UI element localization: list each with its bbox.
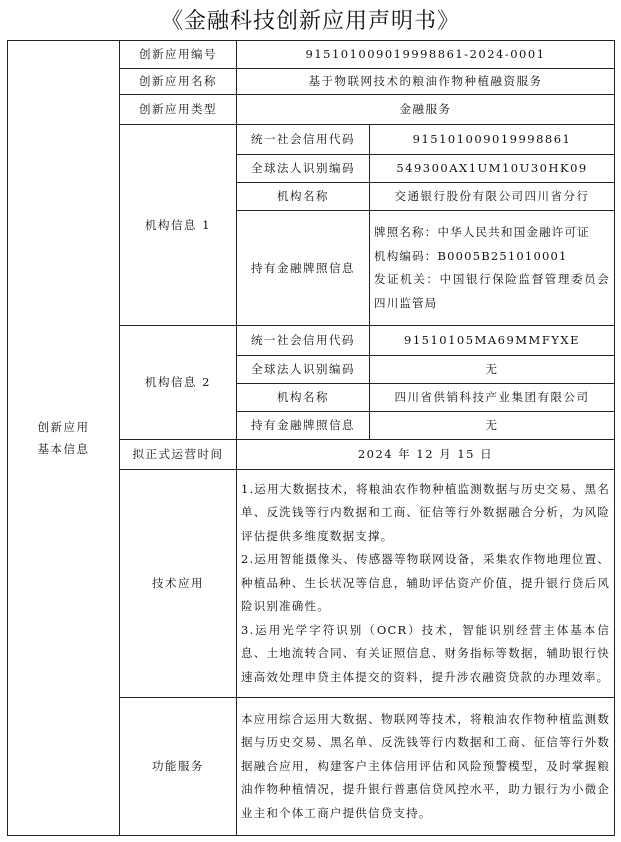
org2-license: 无 (370, 412, 615, 440)
section-label: 创新应用 基本信息 (8, 41, 120, 836)
app-type-label: 创新应用类型 (120, 95, 237, 125)
org1-credit-code-label: 统一社会信用代码 (237, 125, 370, 155)
app-no-label: 创新应用编号 (120, 41, 237, 69)
org1-label: 机构信息 1 (120, 125, 237, 326)
declaration-table (7, 40, 615, 836)
app-no-value: 915101009019998861-2024-0001 (237, 41, 615, 69)
service-label: 功能服务 (120, 698, 237, 836)
org2-credit-code: 91510105MA69MMFYXE (370, 326, 615, 356)
org1-lei-label: 全球法人识别编码 (237, 155, 370, 183)
org2-name-label: 机构名称 (237, 384, 370, 412)
tech-content (237, 470, 615, 698)
org2-credit-code-label: 统一社会信用代码 (237, 326, 370, 356)
tech-item: 1.运用大数据技术，将粮油农作物种植监测数据与历史交易、黑名单、反洗钱等行内数据和工商、征信等行外数据融合分析，为风险评估提供多维度数据支撑。 (241, 481, 611, 543)
org1-license-label: 持有金融牌照信息 (237, 211, 370, 326)
org1-license-line: 机构编码：B0005B251010001 (374, 248, 568, 263)
org2-label: 机构信息 2 (120, 326, 237, 440)
org1-name-label: 机构名称 (237, 183, 370, 211)
org1-license-line: 发证机关：中国银行保险监督管理委员会四川监管局 (374, 272, 611, 310)
org2-name: 四川省供销科技产业集团有限公司 (370, 384, 615, 412)
launch-label: 拟正式运营时间 (120, 440, 237, 470)
app-type-value: 金融服务 (237, 95, 615, 125)
org1-name: 交通银行股份有限公司四川省分行 (370, 183, 615, 211)
app-name-value: 基于物联网技术的粮油作物种植融资服务 (237, 69, 615, 95)
org1-license-line: 牌照名称：中华人民共和国金融许可证 (374, 225, 590, 239)
tech-item: 3.运用光学字符识别（OCR）技术，智能识别经营主体基本信息、土地流转合同、有关证照信息、财务指标等数据，辅助银行快速高效处理申贷主体提交的资料，提升涉农融资贷款的办理效率。 (241, 622, 611, 684)
org1-lei: 549300AX1UM10U30HK09 (370, 155, 615, 183)
app-name-label: 创新应用名称 (120, 69, 237, 95)
document-title: 《金融科技创新应用声明书》 (160, 9, 460, 34)
org2-license-label: 持有金融牌照信息 (237, 412, 370, 440)
tech-label: 技术应用 (120, 470, 237, 698)
org2-lei-label: 全球法人识别编码 (237, 356, 370, 384)
org1-credit-code: 915101009019998861 (370, 125, 615, 155)
launch-value: 2024 年 12 月 15 日 (237, 440, 615, 470)
service-content: 本应用综合运用大数据、物联网等技术，将粮油农作物种植监测数据与历史交易、黑名单、反洗钱等行内数据和工商、征信等行外数据融合应用，构建客户主体信用评估和风险预警模型，及时掌握粮油作物种植情况，提升银行普惠信贷风控水平，助力银行为小微企业主和个体工商户提供信贷支持。 (237, 698, 615, 836)
org2-lei: 无 (370, 356, 615, 384)
tech-item: 2.运用智能摄像头、传感器等物联网设备，采集农作物地理位置、种植品种、生长状况等信息，辅助评估资产价值，提升银行贷后风险识别准确性。 (241, 552, 611, 614)
org1-license-info (370, 211, 615, 326)
